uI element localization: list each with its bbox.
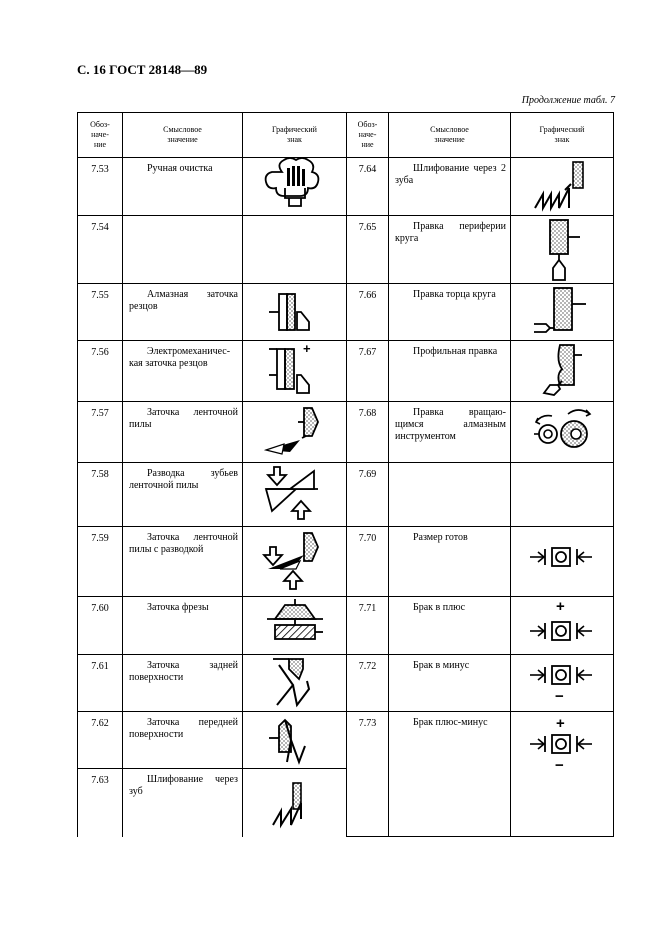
table-continuation-note: Продолжение табл. 7 bbox=[521, 95, 615, 106]
grinding-2-teeth-icon bbox=[527, 158, 597, 214]
front-face-sharpening-icon bbox=[263, 712, 327, 766]
col-header-meaning-2: Смысловое значение bbox=[389, 113, 511, 158]
meaning-cell: Шлифование через зуб bbox=[123, 769, 243, 837]
band-saw-sharpening-icon bbox=[260, 402, 330, 460]
col-header-sign-2: Графический знак bbox=[511, 113, 614, 158]
hand-cleaning-icon bbox=[260, 158, 330, 212]
sign-cell bbox=[243, 527, 347, 597]
code-cell: 7.71 bbox=[347, 597, 389, 655]
meaning-cell: Размер готов bbox=[389, 527, 511, 597]
code-cell: 7.62 bbox=[78, 712, 123, 769]
meaning-cell: Заточка ленточной пилы с разводкой bbox=[123, 527, 243, 597]
meaning-cell: Правка периферии круга bbox=[389, 216, 511, 284]
meaning-cell: Правка торца круга bbox=[389, 284, 511, 341]
code-cell: 7.59 bbox=[78, 527, 123, 597]
table-row bbox=[78, 655, 614, 712]
meaning-cell: Заточка передней поверхности bbox=[123, 712, 243, 769]
code-cell: 7.54 bbox=[78, 216, 123, 284]
size-ready-icon bbox=[526, 527, 598, 587]
sign-cell bbox=[511, 402, 614, 463]
meaning-cell: Заточка задней поверхности bbox=[123, 655, 243, 712]
code-cell: 7.56 bbox=[78, 341, 123, 402]
meaning-cell bbox=[389, 463, 511, 527]
meaning-cell: Брак в плюс bbox=[389, 597, 511, 655]
sign-cell bbox=[511, 655, 614, 712]
sign-cell bbox=[511, 597, 614, 655]
table-header-row bbox=[78, 113, 614, 158]
code-cell: 7.58 bbox=[78, 463, 123, 527]
code-cell: 7.72 bbox=[347, 655, 389, 712]
profile-dressing-icon bbox=[530, 341, 594, 399]
sign-cell bbox=[511, 216, 614, 284]
table-row bbox=[78, 158, 614, 216]
wheel-periphery-dressing-icon bbox=[532, 216, 592, 282]
table-row bbox=[78, 341, 614, 402]
meaning-cell: Электромеханичес-кая заточка резцов bbox=[123, 341, 243, 402]
page-header: С. 16 ГОСТ 28148—89 bbox=[77, 62, 208, 77]
code-cell: 7.73 bbox=[347, 712, 389, 837]
code-cell: 7.66 bbox=[347, 284, 389, 341]
table-row bbox=[78, 402, 614, 463]
code-cell: 7.70 bbox=[347, 527, 389, 597]
meaning-cell bbox=[123, 216, 243, 284]
meaning-cell: Ручная очистка bbox=[123, 158, 243, 216]
code-cell: 7.60 bbox=[78, 597, 123, 655]
minus-sign: − bbox=[555, 757, 564, 774]
reject-plus-icon bbox=[526, 597, 598, 651]
diamond-sharpening-icon bbox=[265, 284, 325, 336]
sign-cell bbox=[243, 216, 347, 284]
meaning-cell: Алмазная заточка резцов bbox=[123, 284, 243, 341]
reject-plus-minus-icon bbox=[526, 712, 598, 776]
table-row bbox=[78, 216, 614, 284]
meaning-cell: Заточка фрезы bbox=[123, 597, 243, 655]
sign-cell bbox=[243, 463, 347, 527]
rotary-diamond-dressing-icon bbox=[526, 402, 598, 460]
sign-cell bbox=[243, 597, 347, 655]
meaning-cell: Профильная правка bbox=[389, 341, 511, 402]
cutter-sharpening-icon bbox=[259, 597, 331, 651]
sharpening-with-setting-icon bbox=[260, 527, 330, 591]
minus-sign: − bbox=[555, 688, 564, 705]
code-cell: 7.68 bbox=[347, 402, 389, 463]
meaning-cell: Шлифование через 2 зуба bbox=[389, 158, 511, 216]
code-cell: 7.63 bbox=[78, 769, 123, 837]
col-header-code: Обоз- наче- ние bbox=[78, 113, 123, 158]
sign-cell bbox=[511, 527, 614, 597]
table-row bbox=[78, 463, 614, 527]
sign-cell bbox=[243, 284, 347, 341]
code-cell: 7.69 bbox=[347, 463, 389, 527]
sign-cell bbox=[511, 712, 614, 837]
plus-sign: + bbox=[556, 598, 565, 615]
table-row bbox=[78, 712, 614, 769]
sign-cell bbox=[243, 341, 347, 402]
sign-cell bbox=[243, 769, 347, 837]
table-row bbox=[78, 284, 614, 341]
sign-cell bbox=[511, 158, 614, 216]
electromechanical-sharpening-icon bbox=[263, 341, 327, 399]
plus-sign: + bbox=[302, 341, 311, 356]
reject-minus-icon bbox=[526, 655, 598, 709]
sign-cell bbox=[243, 158, 347, 216]
code-cell: 7.55 bbox=[78, 284, 123, 341]
back-face-sharpening-icon bbox=[263, 655, 327, 709]
meaning-cell: Заточка ленточной пилы bbox=[123, 402, 243, 463]
col-header-meaning: Смысловое значение bbox=[123, 113, 243, 158]
sign-cell bbox=[243, 712, 347, 769]
symbols-table bbox=[77, 112, 614, 837]
sign-cell bbox=[243, 402, 347, 463]
grinding-every-tooth-icon bbox=[263, 769, 327, 833]
code-cell: 7.61 bbox=[78, 655, 123, 712]
code-cell: 7.65 bbox=[347, 216, 389, 284]
sign-cell bbox=[511, 284, 614, 341]
code-cell: 7.67 bbox=[347, 341, 389, 402]
meaning-cell: Брак в минус bbox=[389, 655, 511, 712]
code-cell: 7.57 bbox=[78, 402, 123, 463]
code-cell: 7.53 bbox=[78, 158, 123, 216]
plus-sign: + bbox=[556, 715, 565, 732]
tooth-setting-icon bbox=[260, 463, 330, 521]
sign-cell bbox=[243, 655, 347, 712]
table-row bbox=[78, 527, 614, 597]
sign-cell bbox=[511, 463, 614, 527]
meaning-cell: Разводка зубьев ленточной пилы bbox=[123, 463, 243, 527]
sign-cell bbox=[511, 341, 614, 402]
code-cell: 7.64 bbox=[347, 158, 389, 216]
table-row bbox=[78, 597, 614, 655]
meaning-cell: Брак плюс-минус bbox=[389, 712, 511, 837]
col-header-sign: Графический знак bbox=[243, 113, 347, 158]
meaning-cell: Правка вращаю-щимся алмазным инструментом bbox=[389, 402, 511, 463]
wheel-face-dressing-icon bbox=[530, 284, 594, 336]
col-header-code-2: Обоз- наче- ние bbox=[347, 113, 389, 158]
